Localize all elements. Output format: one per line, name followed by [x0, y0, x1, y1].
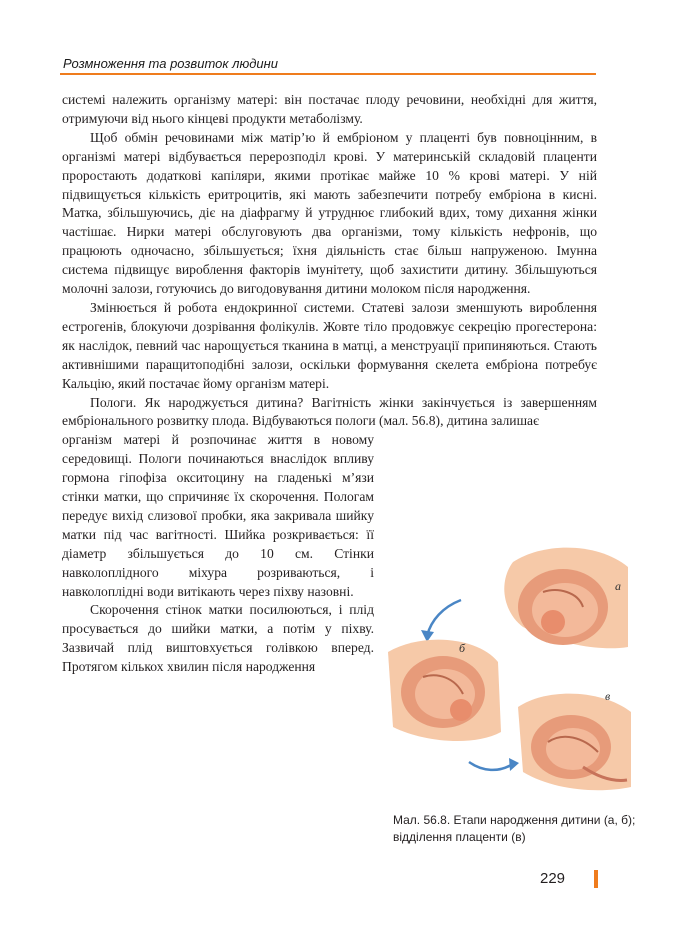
page-number-marker — [594, 870, 598, 888]
label-b: б — [459, 641, 466, 655]
arrow-a-to-b — [427, 600, 461, 636]
birth-stages-illustration — [383, 532, 633, 802]
stage-b-illustration — [388, 640, 501, 741]
stage-c-illustration — [518, 694, 631, 791]
paragraph-5: організм матері й розпочинає життя в новому середовищі. Пологи починаються внаслідок впливу гормона гіпофіза окситоцину на гладенькі м’язи стінки матки, що спричиняє їх скорочення. Пологам передує вихід слизової пробки, яка закривала шийку матки під час вагітності. Шийка розкривається: її діаметр збільшується до 10 см. Стінки навколоплідного міхура розриваються, і навколоплідні води витікають через піхву назовні. — [62, 432, 374, 599]
label-a: а — [615, 579, 621, 593]
paragraph-6: Скорочення стінок матки посилюються, і плід просувається до шийки матки, а потім у піхву. Зазвичай плід виштовхується голівкою вперед. Протягом кількох хвилин після народження — [62, 602, 374, 675]
arrow-b-to-c-head — [509, 758, 519, 771]
paragraph-4: Пологи. Як народжується дитина? Вагітність жінки закінчується із завершенням ембріонального розвитку плода. Відбуваються пологи (мал. 56.8), дитина залишає — [62, 394, 597, 429]
paragraph-3: Змінюється й робота ендокринної системи. Статеві залози зменшують вироблення естрогенів, блокуючи дозрівання фолікулів. Жовте тіло продовжує секрецію прогестерона: як наслідок, певний час нарощується тканина в матці, а менструації припиняються. Стають активнішими паращитоподібні залози, оскільки формування скелета ембріона потребує Кальцію, який постачає йому організм матері. — [62, 299, 597, 391]
running-header: Розмноження та розвиток людини — [63, 56, 279, 71]
birth-stages-figure — [383, 532, 633, 802]
stage-a-illustration — [504, 548, 628, 649]
paragraph-1: системі належить організму матері: він постачає плоду речовини, необхідні для життя, отримуючи від нього кінцеві продукти метаболізму. — [62, 92, 597, 126]
page-number: 229 — [540, 870, 566, 887]
header-rule — [60, 73, 596, 75]
arrow-b-to-c — [469, 762, 511, 770]
paragraph-2: Щоб обмін речовинами між матір’ю й ембріоном у плаценті був повноцінним, в організмі матері відбувається перерозподіл крові. У материнській складовій плаценти проростають додаткові капіляри, якими протікає майже 10 % крові матері. У ній підвищується кількість еритроцитів, які мають забезпечити потребу ембріона в кисні. Матка, збільшуючись, діє на діафрагму й утруднює глибокий вдих, тому дихання жінки частішає. Нирки матері обслуговують два організми, тому кількість нефронів, що працюють одночасно, збільшується; їхня діяльність стає більш напруженою. Імунна система підвищує вироблення факторів імунітету, щоб захистити дитину. Збільшуються молочні залози, готуючись до вигодовування дитини молоком після народження. — [62, 129, 597, 297]
label-c: в — [605, 689, 611, 703]
figure-caption: Мал. 56.8. Етапи народження дитини (а, б); відділення плаценти (в) — [393, 813, 636, 844]
